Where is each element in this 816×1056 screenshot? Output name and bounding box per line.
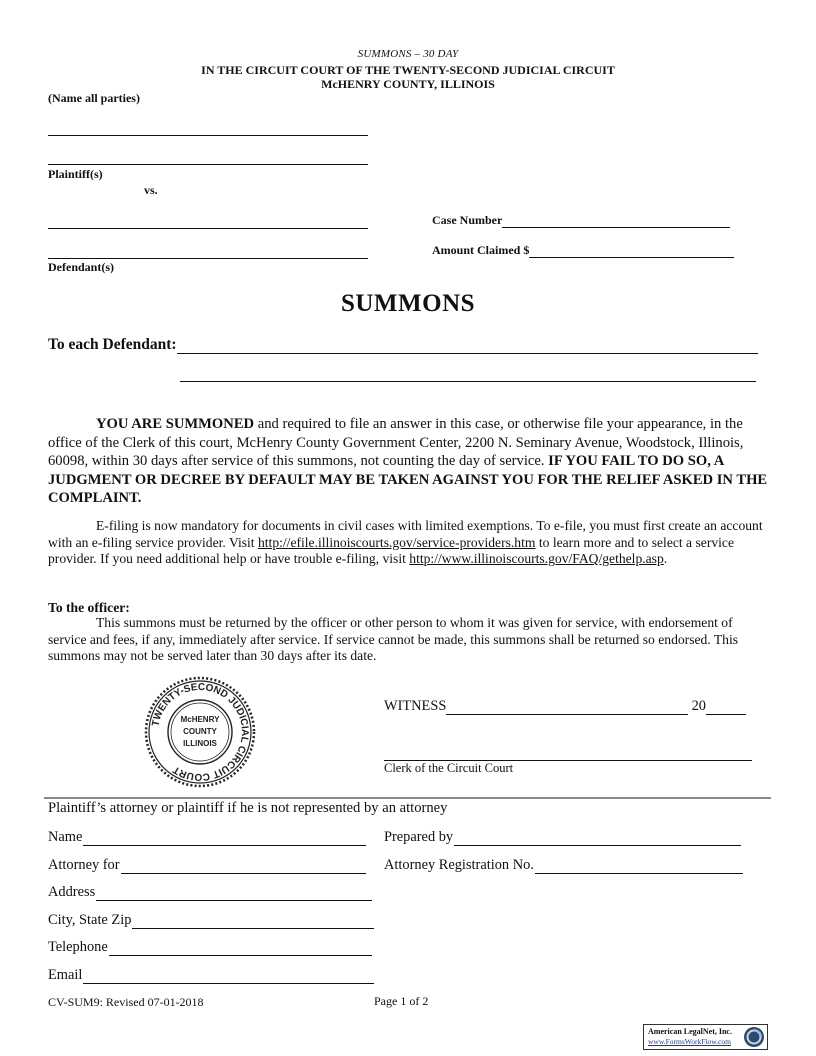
summons-lead: YOU ARE SUMMONED bbox=[96, 416, 255, 432]
defendant-line-2[interactable] bbox=[48, 258, 368, 259]
witness-field bbox=[384, 698, 746, 715]
telephone-label: Telephone bbox=[48, 939, 108, 955]
witness-year-input[interactable] bbox=[706, 700, 746, 715]
attorney-name-field bbox=[48, 829, 366, 846]
attorney-for-input[interactable] bbox=[121, 859, 366, 874]
defendant-label: Defendant(s) bbox=[48, 260, 114, 274]
officer-instructions: This summons must be returned by the officer or other person to whom it was given for service, with endorsement of service and fees, if any, immediately after service. If service cannot be made, this summons shall be returned so endorsed. This summons may not be served later than 30 days after its date. bbox=[48, 615, 739, 664]
summons-body: and required to file an answer in this case, or otherwise file your appearance, in the office of the Clerk of this court, McHenry County Government Center, 2200 N. Seminary Avenue, Woodstock, Illinois, 60098, within 30 days after service of this summons, not counting the day of service. bbox=[48, 416, 744, 469]
registration-label: Attorney Registration No. bbox=[384, 857, 534, 873]
efiling-text-2: to learn more and to select a service provider. If you need additional help or have trouble e-filing, visit bbox=[48, 534, 734, 567]
clerk-label: Clerk of the Circuit Court bbox=[384, 761, 514, 775]
section-divider bbox=[44, 797, 771, 799]
city-state-zip-field bbox=[48, 912, 374, 929]
court-seal bbox=[144, 676, 256, 788]
efile-help-link[interactable]: http://www.illinoiscourts.gov/FAQ/gethelp.asp bbox=[409, 551, 664, 567]
case-number-input[interactable] bbox=[502, 215, 730, 228]
amount-claimed-input[interactable] bbox=[529, 245, 734, 258]
form-id: CV-SUM9: Revised 07-01-2018 bbox=[48, 995, 204, 1009]
summons-paragraph bbox=[48, 415, 770, 508]
defendant-line-1[interactable] bbox=[48, 228, 368, 229]
seal-icon bbox=[144, 676, 256, 788]
seal-ring-text: TWENTY-SECOND JUDICIAL CIRCUIT COURT bbox=[150, 681, 251, 783]
court-name: IN THE CIRCUIT COURT OF THE TWENTY-SECOND JUDICIAL CIRCUIT bbox=[201, 63, 615, 77]
witness-label: WITNESS bbox=[384, 698, 447, 714]
address-input[interactable] bbox=[96, 886, 372, 901]
address-label: Address bbox=[48, 884, 96, 900]
telephone-field bbox=[48, 939, 372, 956]
attorney-for-field bbox=[48, 857, 366, 874]
to-officer-label: To the officer: bbox=[48, 600, 130, 615]
form-type: SUMMONS – 30 DAY bbox=[357, 48, 459, 60]
page-title: SUMMONS bbox=[340, 290, 476, 317]
page-number: Page 1 of 2 bbox=[374, 994, 429, 1008]
witness-year-prefix: 20 bbox=[691, 698, 706, 714]
amount-claimed-label: Amount Claimed $ bbox=[432, 243, 530, 257]
attorney-name-label: Name bbox=[48, 829, 83, 845]
county-name: McHENRY COUNTY, ILLINOIS bbox=[321, 77, 495, 91]
city-state-zip-input[interactable] bbox=[132, 914, 374, 929]
attorney-for-label: Attorney for bbox=[48, 857, 120, 873]
seal-line-2: COUNTY bbox=[183, 727, 217, 736]
attorney-heading: Plaintiff’s attorney or plaintiff if he is not represented by an attorney bbox=[48, 800, 448, 816]
plaintiff-line-2[interactable] bbox=[48, 164, 368, 165]
plaintiff-line-1[interactable] bbox=[48, 135, 368, 136]
attorney-name-input[interactable] bbox=[83, 831, 366, 846]
email-input[interactable] bbox=[83, 969, 374, 984]
to-each-defendant-label: To each Defendant: bbox=[48, 336, 177, 353]
prepared-by-field bbox=[384, 829, 741, 846]
efiling-paragraph bbox=[48, 518, 770, 568]
email-label: Email bbox=[48, 967, 83, 983]
seal-line-3: ILLINOIS bbox=[183, 739, 217, 748]
brand-line-2: www.FormsWorkFlow.com bbox=[648, 1037, 732, 1046]
witness-date-input[interactable] bbox=[446, 700, 687, 715]
telephone-input[interactable] bbox=[109, 941, 372, 956]
registration-input[interactable] bbox=[535, 859, 743, 874]
seal-line-1: McHENRY bbox=[180, 715, 220, 724]
brand-badge[interactable] bbox=[643, 1024, 768, 1050]
plaintiff-label: Plaintiff(s) bbox=[48, 167, 103, 181]
default-warning: IF YOU FAIL TO DO SO, A JUDGMENT OR DECREE BY DEFAULT MAY BE TAKEN AGAINST YOU FOR THE RELIEF ASKED IN THE COMPLAINT. bbox=[48, 453, 768, 506]
defendant-name-input-1[interactable] bbox=[177, 339, 758, 354]
defendant-name-input-2[interactable] bbox=[180, 381, 756, 382]
amount-claimed-field bbox=[432, 243, 734, 258]
name-all-parties-label: (Name all parties) bbox=[48, 91, 140, 105]
vs-label: vs. bbox=[144, 183, 158, 197]
address-field bbox=[48, 884, 372, 901]
prepared-by-label: Prepared by bbox=[384, 829, 454, 845]
efiling-text-3: . bbox=[663, 551, 668, 567]
case-number-field bbox=[432, 213, 732, 228]
registration-field bbox=[384, 857, 743, 874]
prepared-by-input[interactable] bbox=[454, 831, 741, 846]
city-state-zip-label: City, State Zip bbox=[48, 912, 132, 928]
efile-providers-link[interactable]: http://efile.illinoiscourts.gov/service-providers.htm bbox=[257, 534, 536, 550]
email-field bbox=[48, 967, 374, 984]
brand-line-1: American LegalNet, Inc. bbox=[648, 1027, 732, 1036]
efiling-text-1: E-filing is now mandatory for documents in civil cases with limited exemptions. To e-file, you must first create an account with an e-filing service provider. Visit bbox=[48, 518, 763, 550]
case-number-label: Case Number bbox=[432, 213, 503, 227]
brand-logo-icon bbox=[743, 1026, 765, 1048]
to-each-defendant-field bbox=[48, 336, 758, 354]
